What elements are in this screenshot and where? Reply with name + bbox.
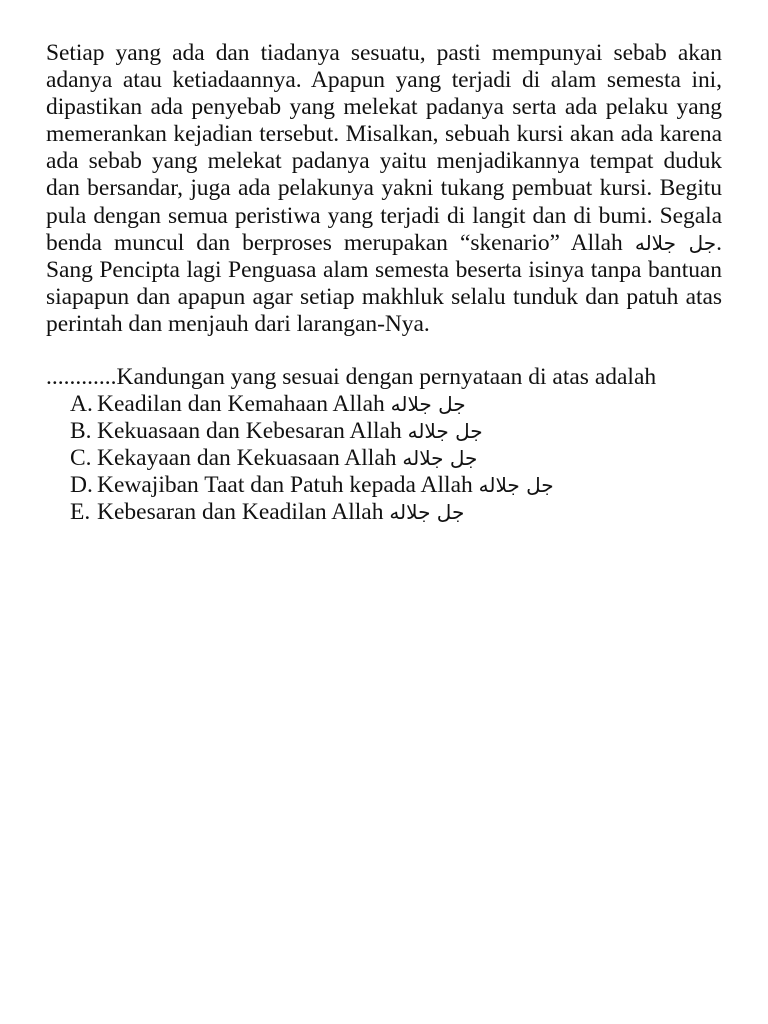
answer-options-list (46, 391, 722, 526)
intro-paragraph (46, 40, 722, 338)
arabic-honorific: جل جلاله (634, 230, 717, 255)
option-label: Kekayaan dan Kekuasaan Allah (97, 445, 397, 472)
option-text (97, 445, 477, 472)
document-page (46, 40, 722, 526)
option-label: Keadilan dan Kemahaan Allah (97, 391, 385, 418)
option-letter: E. (70, 499, 91, 526)
option-label: Kekuasaan dan Kebesaran Allah (97, 418, 402, 445)
option-letter: B. (70, 418, 92, 445)
question-stem: ............Kandungan yang sesuai dengan pernyataan di atas adalah (46, 364, 657, 391)
option-c[interactable] (70, 445, 722, 472)
option-label: Kebesaran dan Keadilan Allah (97, 499, 384, 526)
option-label: Kewajiban Taat dan Patuh kepada Allah (97, 472, 473, 499)
option-text (97, 472, 554, 499)
option-b[interactable] (70, 418, 722, 445)
arabic-honorific: جل جلاله (478, 473, 554, 498)
option-d[interactable] (70, 472, 722, 499)
option-letter: C. (70, 445, 92, 472)
option-e[interactable] (70, 499, 722, 526)
arabic-honorific: جل جلاله (389, 500, 465, 525)
arabic-honorific: جل جلاله (390, 392, 466, 417)
arabic-honorific: جل جلاله (402, 446, 478, 471)
option-a[interactable] (70, 391, 722, 418)
option-text (97, 418, 483, 445)
paragraph-text-after-arabic: . Sang Pencipta lagi Penguasa alam semesta beserta isinya tanpa bantuan siapapun dan apapun agar setiap makhluk selalu tunduk dan patuh atas perintah dan menjauh dari larangan-Nya. (46, 229, 723, 337)
option-letter: A. (70, 391, 93, 418)
paragraph-text-before-arabic: Setiap yang ada dan tiadanya sesuatu, pasti mempunyai sebab akan adanya atau ketiadaannya. Apapun yang terjadi di alam semesta ini, dipastikan ada penyebab yang melekat padanya serta ada pelaku yang memerankan kejadian tersebut. Misalkan, sebuah kursi akan ada karena ada sebab yang melekat padanya yaitu menjadikannya tempat duduk dan bersandar, juga ada pelakunya yakni tukang pembuat kursi. Begitu pula dengan semua peristiwa yang terjadi di langit dan di bumi. Segala benda muncul dan berproses merupakan “skenario” Allah (46, 40, 722, 256)
option-text (97, 499, 464, 526)
option-letter: D. (70, 472, 93, 499)
option-text (97, 391, 466, 418)
arabic-honorific: جل جلاله (407, 419, 483, 444)
